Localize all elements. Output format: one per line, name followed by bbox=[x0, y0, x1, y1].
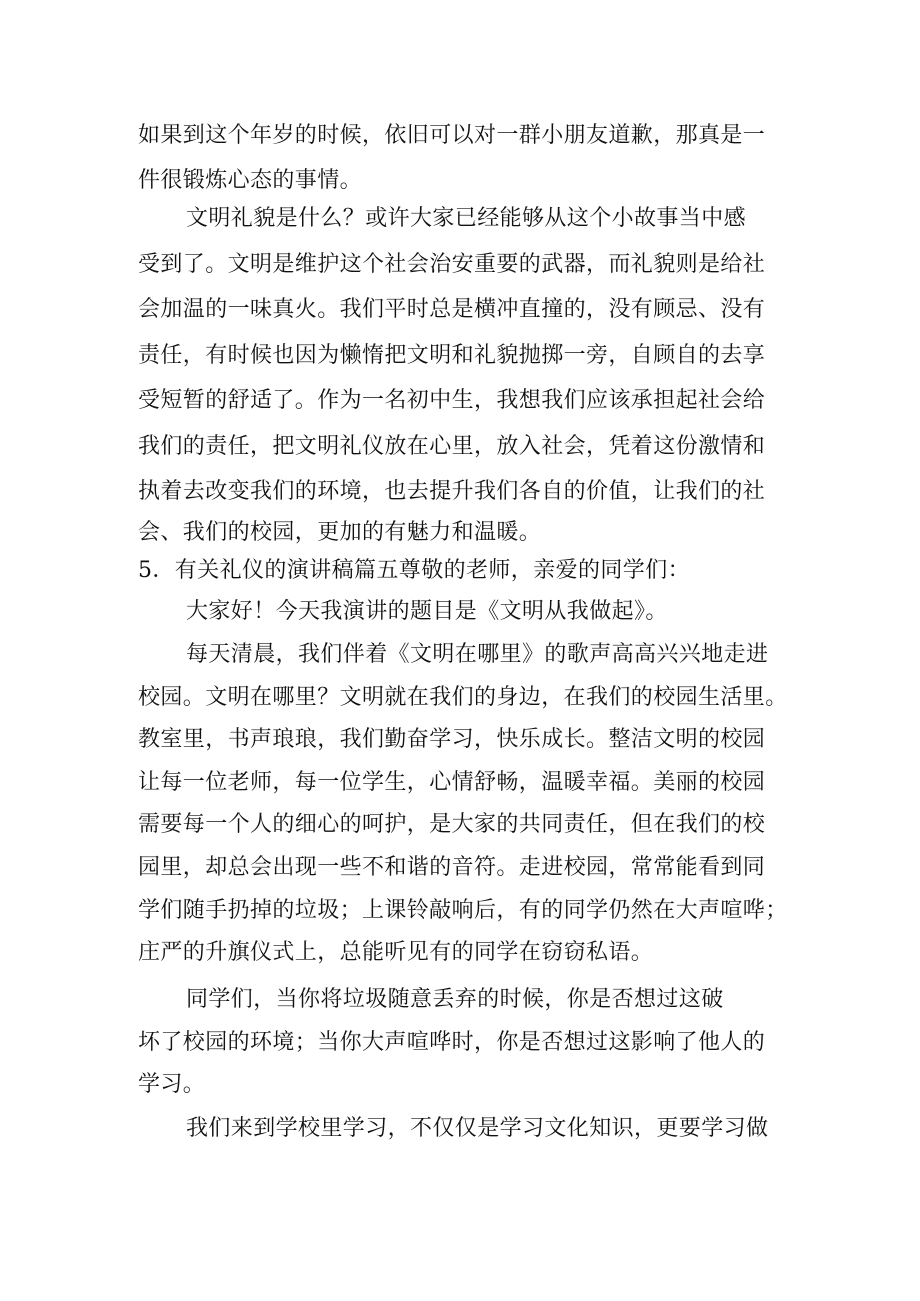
paragraph-start-line: 大家好！今天我演讲的题目是《文明从我做起》。 bbox=[186, 599, 668, 624]
paragraph-start-line: 文明礼貌是什么？或许大家已经能够从这个小故事当中感 bbox=[186, 206, 747, 231]
paragraph-start-line: 我们来到学校里学习，不仅仅是学习文化知识，更要学习做 bbox=[186, 1116, 769, 1141]
text-line: 会加温的一味真火。我们平时总是横冲直撞的，没有顾忌、没有 bbox=[138, 297, 766, 322]
text-line: 坏了校园的环境；当你大声喧哗时，你是否想过这影响了他人的 bbox=[138, 1030, 766, 1055]
paragraph-start-line: 同学们，当你将垃圾随意丢弃的时候，你是否想过这破 bbox=[186, 987, 724, 1012]
text-line: 执着去改变我们的环境，也去提升我们各自的价值，让我们的社 bbox=[138, 479, 766, 504]
text-line: 庄严的升旗仪式上，总能听见有的同学在窃窃私语。 bbox=[138, 940, 654, 965]
text-line: 受到了。文明是维护这个社会治安重要的武器，而礼貌则是给社 bbox=[138, 252, 766, 277]
text-line: 如果到这个年岁的时候，依旧可以对一群小朋友道歉，那真是一 bbox=[138, 123, 766, 148]
text-line: 学习。 bbox=[138, 1072, 206, 1097]
text-line: 责任，有时候也因为懒惰把文明和礼貌抛掷一旁，自顾自的去享 bbox=[138, 343, 766, 368]
text-line: 园里，却总会出现一些不和谐的音符。走进校园，常常能看到同 bbox=[138, 855, 766, 880]
text-line: 会、我们的校园，更加的有魅力和温暖。 bbox=[138, 520, 542, 545]
text-line: 件很锻炼心态的事情。 bbox=[138, 168, 363, 193]
text-line: 校园。文明在哪里？文明就在我们的身边，在我们的校园生活里。 bbox=[138, 685, 788, 710]
text-line: 教室里，书声琅琅，我们勤奋学习，快乐成长。整洁文明的校园 bbox=[138, 727, 766, 752]
text-line: 学们随手扔掉的垃圾；上课铃敲响后，有的同学仍然在大声喧哗； bbox=[138, 898, 788, 923]
text-line: 我们的责任，把文明礼仪放在心里，放入社会，凭着这份激情和 bbox=[138, 434, 766, 459]
section-heading: 5．有关礼仪的演讲稿篇五尊敬的老师，亲爱的同学们： bbox=[138, 558, 690, 583]
text-line: 需要每一个人的细心的呵护，是大家的共同责任，但在我们的校 bbox=[138, 812, 766, 837]
paragraph-start-line: 每天清晨，我们伴着《文明在哪里》的歌声高高兴兴地走进 bbox=[186, 642, 769, 667]
text-line: 让每一位老师，每一位学生，心情舒畅，温暖幸福。美丽的校园 bbox=[138, 770, 766, 795]
text-line: 受短暂的舒适了。作为一名初中生，我想我们应该承担起社会给 bbox=[138, 388, 766, 413]
